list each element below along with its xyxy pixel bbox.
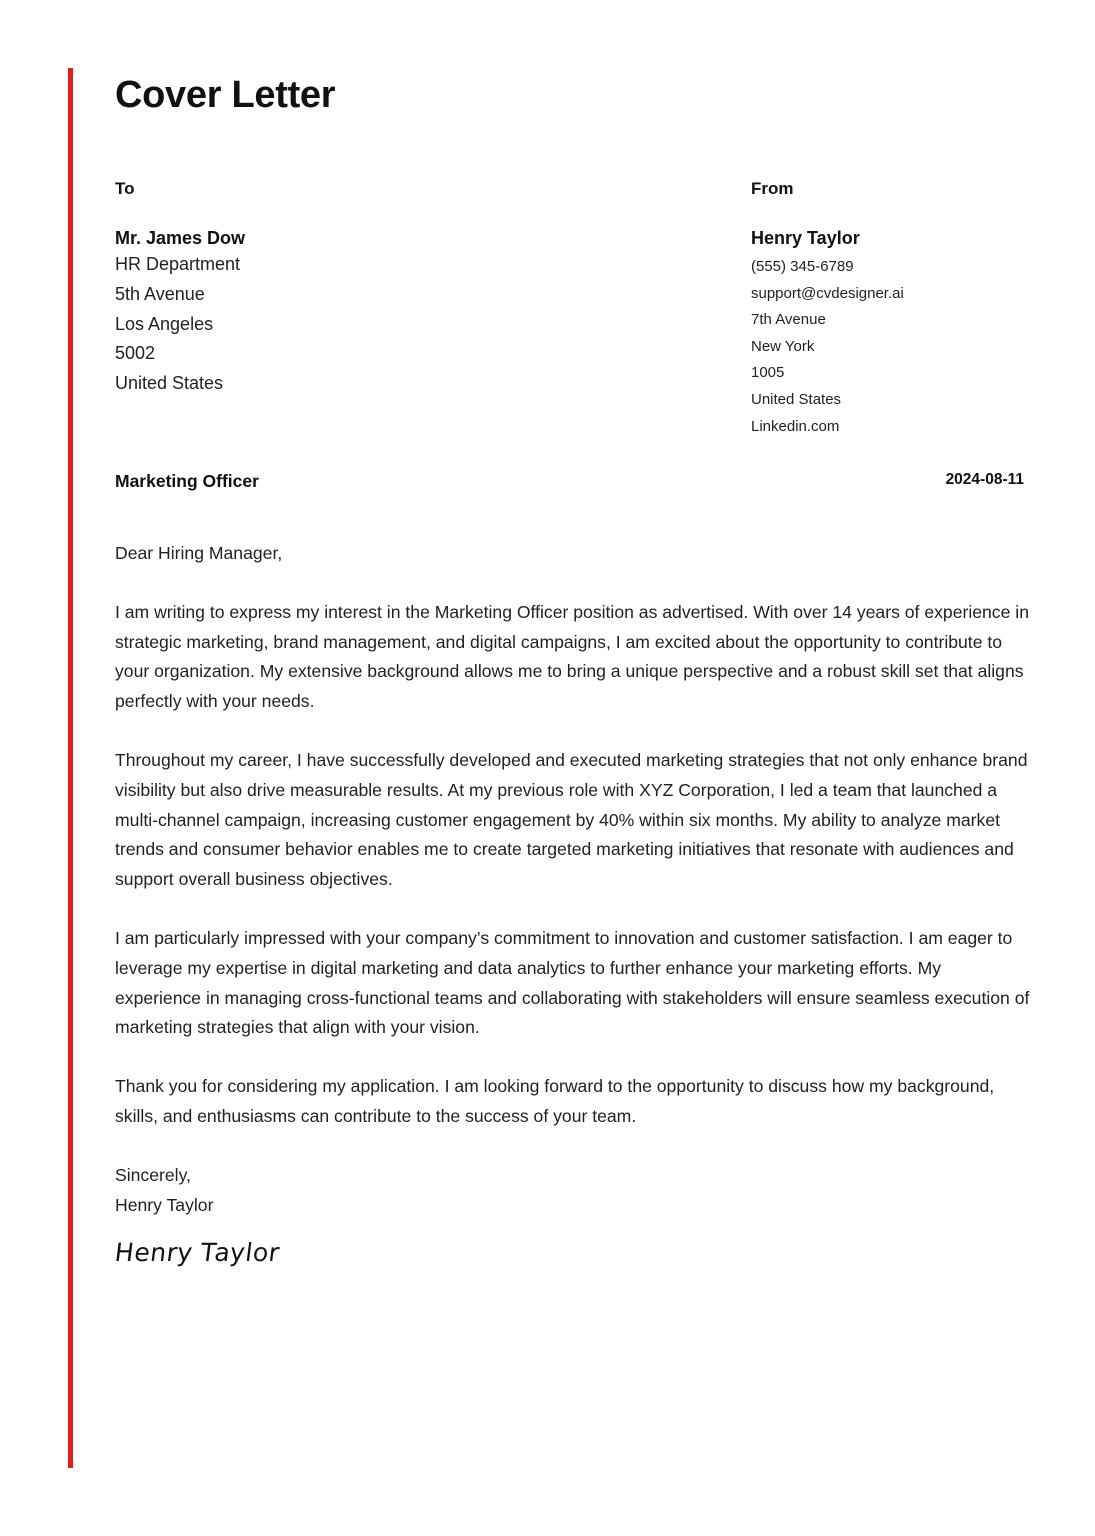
recipient-city: Los Angeles [115,313,214,334]
sender-street: 7th Avenue [751,311,826,329]
recipient-country: United States [115,373,224,394]
sender-label: From [751,179,794,198]
sender-city: New York [751,337,815,355]
sender-postal-code: 1005 [751,364,785,382]
recipient-street: 5th Avenue [115,283,205,304]
closing-name: Henry Taylor [115,1194,214,1215]
signature: Henry Taylor [113,1238,281,1267]
closing-block [115,1161,1030,1221]
sender-website: Linkedin.com [751,417,840,435]
sender-block [751,178,1051,440]
recipient-label: To [115,179,135,198]
recipient-block [115,178,675,399]
sender-name: Henry Taylor [751,228,860,248]
sender-phone: (555) 345-6789 [751,258,854,275]
paragraph: I am writing to express my interest in the Marketing Officer position as advertised. With over 14 years of experience in strategic marketing, brand management, and digital campaigns, I am excited about the opportunity to contribute to your organization. My extensive background allows me to bring a unique perspective and a robust skill set that aligns perfectly with your needs. [115,601,1029,712]
paragraph: Throughout my career, I have successfully developed and executed marketing strategies that not only enhance brand visibility but also drive measurable results. At my previous role with XYZ Corporation, I led a team that launched a multi-channel campaign, increasing customer engagement by 40% within six months. My ability to analyze market trends and consumer behavior enables me to create targeted marketing initiatives that resonate with audiences and support overall business objectives. [115,749,1028,890]
recipient-department: HR Department [115,254,241,274]
paragraph: I am particularly impressed with your company’s commitment to innovation and customer satisfaction. I am eager to leverage my expertise in digital marketing and data analytics to further enhance your marketing efforts. My experience in managing cross-functional teams and collaborating with stakeholders will ensure seamless execution of marketing strategies that align with your vision. [115,927,1030,1038]
letter-date: 2024-08-11 [945,471,1024,488]
sender-country: United States [751,390,842,408]
paragraph: Thank you for considering my application. I am looking forward to the opportunity to discuss how my background, skills, and enthusiasms can contribute to the success of your team. [115,1076,995,1126]
page-title: Cover Letter [115,74,336,116]
recipient-name: Mr. James Dow [115,228,246,248]
greeting: Dear Hiring Manager, [115,543,283,563]
recipient-postal-code: 5002 [115,343,156,364]
letter-body [115,539,1030,1220]
accent-bar [68,68,73,1468]
sender-email: support@cvdesigner.ai [751,284,904,302]
job-position: Marketing Officer [115,471,259,491]
recipient-address [115,250,675,399]
sender-contact [751,254,1051,440]
closing-salutation: Sincerely, [115,1164,191,1185]
